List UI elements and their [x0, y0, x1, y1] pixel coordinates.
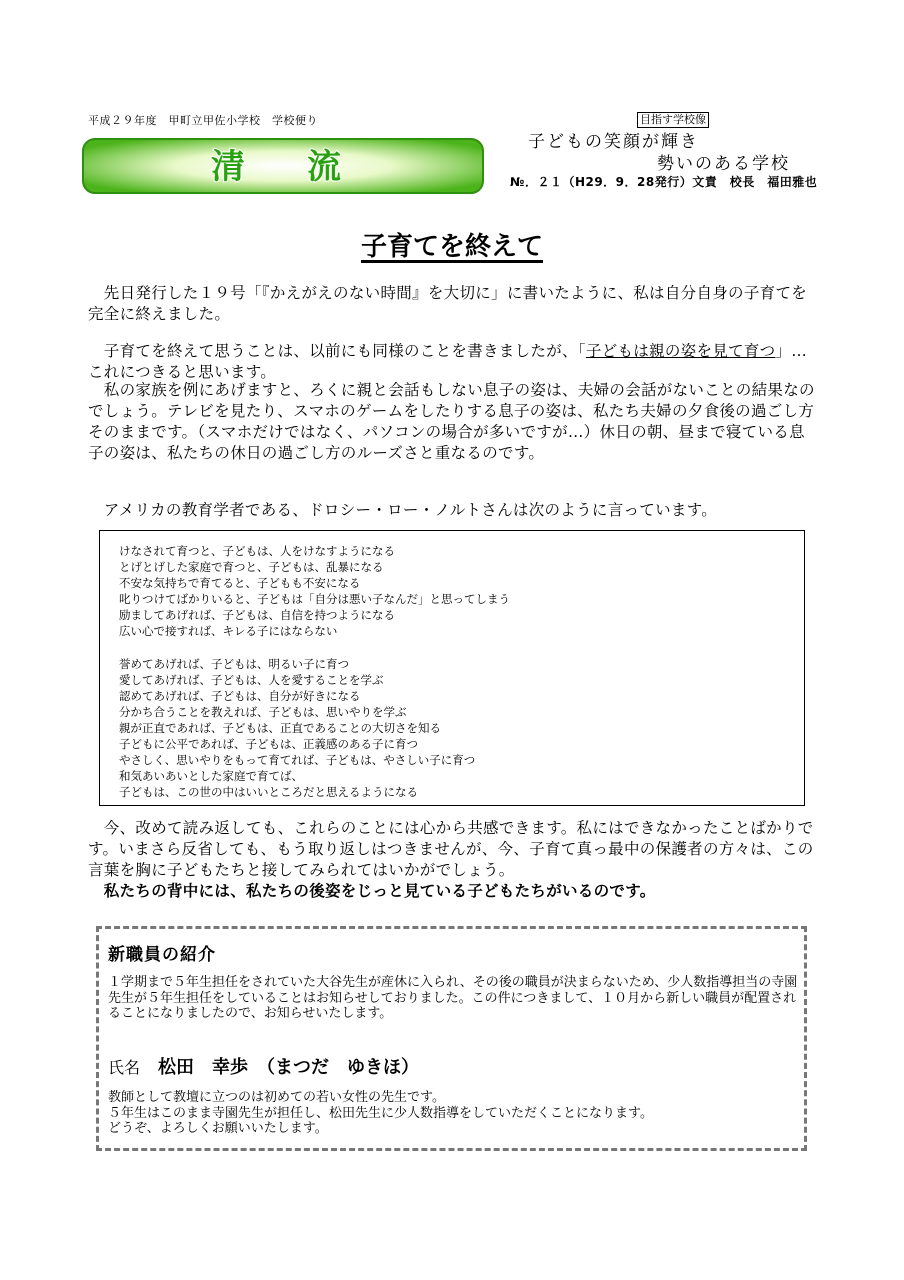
underlined-phrase: 子どもは親の姿を見て育つ [585, 342, 776, 360]
quote-line: 子どもに公平であれば、子どもは、正義感のある子に育つ [119, 737, 418, 752]
quote-line: けなされて育つと、子どもは、人をけなすようになる [119, 544, 395, 558]
paragraph-3: 私の家族を例にあげますと、ろくに親と会話もしない息子の姿は、夫婦の会話がないことの結果なのでしょう。テレビを見たり、スマホのゲームをしたりする息子の姿は、私たち夫婦の夕食後の過ごし方そのままです。（スマホだけではなく、パソコンの場合が多いですが…）休日の朝、昼まで寝ている息子の姿は、私たちの休日の過ごし方のルーズさと重なるのです。 [88, 381, 815, 462]
new-staff-body: １学期まで５年生担任をされていた大谷先生が産休に入られ、その後の職員が決まらないため、少人数指導担当の寺園先生が５年生担任をしていることはお知らせしておりました。この件につきまして、１０月から新しい職員が配置されることになりましたので、お知らせいたします。 [108, 975, 798, 1022]
quote-line: 励ましてあげれば、子どもは、自信を持つようになる [119, 608, 395, 623]
school-line: 平成２９年度 甲町立甲佐小学校 学校便り [88, 114, 318, 127]
quote-line: 叱りつけてばかりいると、子どもは「自分は悪い子なんだ」と思ってしまう [119, 592, 510, 607]
quote-line: 和気あいあいとした家庭で育てば、 [119, 769, 303, 784]
paragraph-4: アメリカの教育学者である、ドロシー・ロー・ノルトさんは次のように言っています。 [88, 501, 718, 519]
staff-name-line [108, 1053, 419, 1079]
staff-description: 教師として教壇に立つのは初めての若い女性の先生です。 ５年生はこのまま寺園先生が担任し、松田先生に少人数指導をしていただくことになります。 どうぞ、よろしくお願いいたします。 [108, 1090, 653, 1137]
issue-line: №．２１（H29．9．28発行）文責 校長 福田雅也 [510, 175, 818, 189]
quote-line: とげとげした家庭で育つと、子どもは、乱暴になる [119, 560, 384, 575]
new-staff-heading: 新職員の紹介 [108, 945, 216, 965]
vision-line-1: 子どもの笑顔が輝き [528, 132, 699, 152]
closing-statement: 私たちの背中には、私たちの後姿をじっと見ている子どもたちがいるのです。 [88, 882, 656, 900]
staff-name: 松田 幸歩 （まつだ ゆきほ） [158, 1057, 420, 1078]
quote-line: 愛してあげれば、子どもは、人を愛することを学ぶ [119, 672, 384, 687]
article-title: 子育てを終えて [360, 232, 543, 262]
quote-line: やさしく、思いやりをもって育てれば、子どもは、やさしい子に育つ [119, 753, 476, 768]
newsletter-name: 清 流 [211, 147, 355, 187]
paragraph-1: 先日発行した１９号「『かえがえのない時間』を大切に」に書いたように、私は自分自身の子育てを完全に終えました。 [88, 284, 808, 323]
vision-label: 目指す学校像 [637, 112, 709, 128]
paragraph-2: 子育てを終えて思うことは、以前にも同様のことを書きましたが、「子どもは親の姿を見て育つ」…これにつきると思います。 [88, 342, 808, 381]
newsletter-logo [82, 138, 484, 194]
quote-line: 親が正直であれば、子どもは、正直であることの大切さを知る [119, 720, 441, 735]
quote-line: 誉めてあげれば、子どもは、明るい子に育つ [119, 656, 349, 671]
paragraph-5: 今、改めて読み返しても、これらのことには心から共感できます。私にはできなかったことばかりです。いまさら反省しても、もう取り返しはつきませんが、今、子育て真っ最中の保護者の方々は、この言葉を胸に子どもたちと接してみられてはいかがでしょう。 [88, 819, 814, 879]
vision-line-2: 勢いのある学校 [657, 154, 790, 174]
quote-line: 不安な気持ちで育てると、子どもも不安になる [119, 576, 361, 591]
quote-list [119, 543, 510, 800]
quote-line: 分かち合うことを教えれば、子どもは、思いやりを学ぶ [119, 704, 407, 719]
name-label: 氏名 [108, 1058, 141, 1077]
quote-line: 認めてあげれば、子どもは、自分が好きになる [119, 688, 361, 703]
quote-line: 広い心で接すれば、キレる子にはならない [119, 624, 338, 639]
quote-line: 子どもは、この世の中はいいところだと思えるようになる [119, 785, 418, 800]
